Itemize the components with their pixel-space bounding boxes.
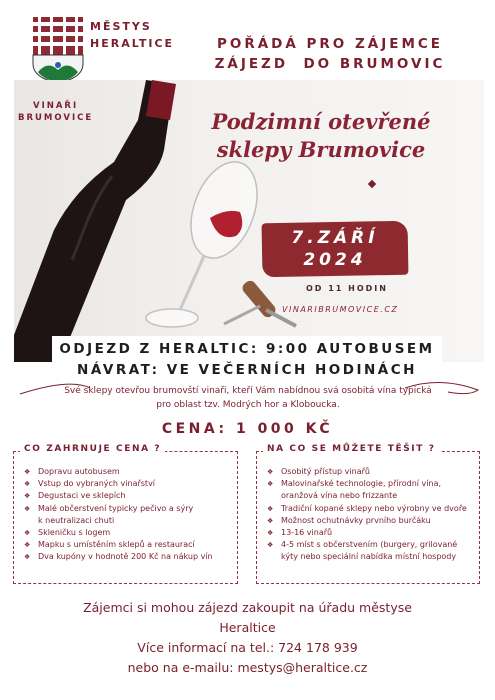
footer-phone: Více informací na tel.: 724 178 939 — [137, 640, 358, 655]
included-list — [24, 466, 213, 564]
footer-line2: Heraltice — [219, 620, 276, 635]
brand-line1: VINAŘI — [33, 101, 79, 111]
organizer-heading-line1: POŘÁDÁ PRO ZÁJEMCE — [216, 36, 444, 52]
town-name-line1: MĚSTYS — [90, 20, 152, 33]
list-item: ❖ Osobitý přístup vinařů — [267, 466, 467, 478]
footer-line1: Zájemci si mohou zájezd zakoupit na úřadu městyse — [83, 600, 412, 615]
list-item: oranžová vína nebo frizzante — [281, 491, 398, 501]
list-item: ❖ Možnost ochutnávky prvního burčáku — [267, 515, 467, 527]
organizer-heading-line2: ZÁJEZD DO BRUMOVIC — [214, 56, 446, 72]
list-item: ❖ 13-16 vinařů — [267, 527, 467, 539]
event-title — [178, 108, 464, 164]
list-item: k neutralizaci chuti — [38, 515, 115, 525]
event-title-line1: Podzimní otevřené — [211, 109, 431, 134]
list-item: ❖ Vstup do vybraných vinařství — [24, 478, 213, 490]
looking-forward-list — [267, 466, 467, 564]
list-item: ❖ Malé občerstvení typicky pečivo a sýry — [24, 503, 213, 515]
intro-text: Své sklepy otevřou brumovští vinaři, kteří Vám nabídnou svá osobitá vína typická pro oblast tzv. Modrých hor a Kloboucka. — [64, 386, 432, 410]
list-item: ❖ Tradiční kopané sklepy nebo výrobny ve dvoře — [267, 503, 467, 515]
town-name — [90, 18, 174, 52]
list-item: ❖ Dva kupóny v hodnotě 200 Kč na nákup vín — [24, 551, 213, 563]
list-item: ❖ Malovinařské technologie, přírodní vína, — [267, 478, 467, 490]
organizer-heading — [195, 34, 465, 74]
list-item: ❖ 4-5 míst s občerstvením (burgery, grilované — [267, 539, 467, 551]
event-date-day: 7.ZÁŘÍ — [291, 228, 379, 248]
brand-line2: BRUMOVICE — [18, 113, 94, 123]
included-box — [13, 444, 238, 584]
list-item: ❖ Skleničku s logem — [24, 527, 213, 539]
event-title-line2: sklepy Brumovice — [216, 137, 426, 162]
website-text: VINARIBRUMOVICE.CZ — [282, 305, 399, 314]
list-item: ❖ Dopravu autobusem — [24, 466, 213, 478]
departure-line: ODJEZD Z HERALTIC: 9:00 AUTOBUSEM — [59, 341, 435, 357]
return-line: NÁVRAT: VE VEČERNÍCH HODINÁCH — [77, 362, 417, 378]
looking-forward-title: NA CO SE MŮŽETE TĚŠIT ? — [263, 444, 440, 454]
event-time: OD 11 HODIN — [306, 284, 388, 293]
list-item: ❖ Mapku s umístěním sklepů a restaurací — [24, 539, 213, 551]
vinari-brumovice-logo — [18, 100, 93, 124]
looking-forward-box — [256, 444, 480, 584]
list-item: ❖ Degustaci ve sklepích — [24, 490, 213, 502]
footer-email: nebo na e-mailu: mestys@heraltice.cz — [127, 660, 368, 675]
event-date-year: 2024 — [303, 250, 367, 270]
price-label: CENA: 1 000 KČ — [161, 421, 334, 437]
included-title: CO ZAHRNUJE CENA ? — [20, 444, 165, 454]
town-coat-of-arms-icon — [32, 16, 84, 84]
list-item: kýty nebo speciální nabídka místní hospody — [281, 552, 457, 562]
event-date — [262, 222, 408, 271]
town-name-line2: HERALTICE — [90, 37, 175, 50]
contact-footer — [0, 598, 495, 678]
